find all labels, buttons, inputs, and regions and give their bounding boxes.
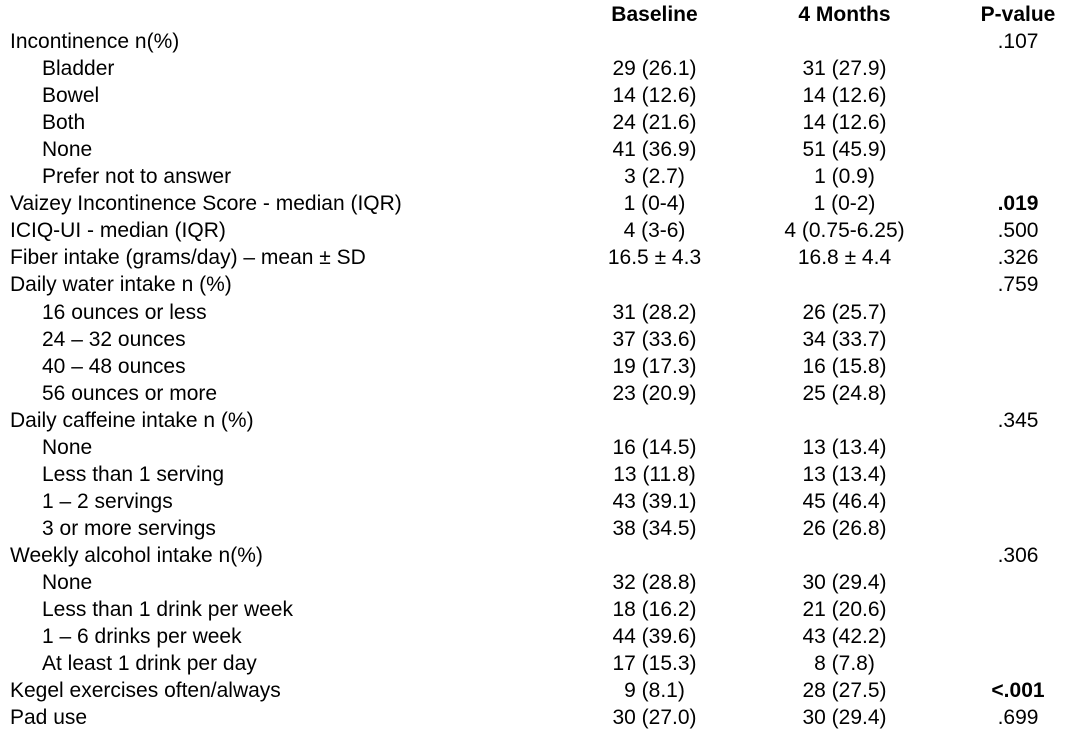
- baseline-value: 24 (21.6): [612, 111, 697, 135]
- table-row: [0, 326, 1080, 353]
- p-value: .699: [997, 706, 1039, 730]
- p-value: .019: [997, 192, 1039, 216]
- row-label: Bladder: [42, 57, 115, 81]
- table-row: [0, 677, 1080, 704]
- table-row: [0, 109, 1080, 136]
- row-label: Fiber intake (grams/day) – mean ± SD: [10, 246, 366, 270]
- row-label: 16 ounces or less: [42, 300, 207, 324]
- baseline-value: 17 (15.3): [612, 652, 697, 676]
- table-row: [0, 434, 1080, 461]
- baseline-value: 32 (28.8): [612, 571, 697, 594]
- month4-value: 1 (0.9): [814, 165, 875, 189]
- row-label: Daily caffeine intake n (%): [10, 408, 254, 432]
- month4-value: 13 (13.4): [802, 462, 887, 486]
- row-label: ICIQ-UI - median (IQR): [10, 219, 226, 243]
- baseline-value: 41 (36.9): [612, 138, 697, 162]
- p-value: .306: [997, 543, 1039, 567]
- row-label: Prefer not to answer: [42, 165, 232, 189]
- table-row: [0, 596, 1080, 623]
- month4-value: 26 (25.7): [802, 300, 887, 324]
- row-label: 1 – 2 servings: [42, 489, 173, 513]
- month4-value: 4 (0.75-6.25): [784, 219, 905, 243]
- header-p-value: P-value: [980, 3, 1056, 26]
- row-label: Weekly alcohol intake n(%): [10, 543, 263, 567]
- row-label: 56 ounces or more: [42, 381, 218, 405]
- month4-value: 28 (27.5): [802, 679, 887, 703]
- table-row: [0, 244, 1080, 271]
- month4-value: 51 (45.9): [802, 138, 887, 162]
- table-row: [0, 271, 1080, 298]
- row-label: 24 – 32 ounces: [42, 327, 186, 351]
- baseline-value: 4 (3-6): [623, 219, 686, 243]
- header-4-months: 4 Months: [798, 3, 891, 26]
- month4-value: 45 (46.4): [802, 489, 887, 513]
- table-row: [0, 488, 1080, 515]
- table-row: [0, 217, 1080, 244]
- row-label: Daily water intake n (%): [10, 273, 232, 297]
- table-row: [0, 650, 1080, 677]
- p-value: .759: [997, 273, 1039, 297]
- baseline-value: 23 (20.9): [612, 381, 697, 405]
- row-label: Incontinence n(%): [10, 30, 180, 53]
- month4-value: 13 (13.4): [802, 435, 887, 459]
- header-row: [0, 1, 1080, 28]
- baseline-value: 29 (26.1): [612, 57, 697, 81]
- table-row: [0, 28, 1080, 55]
- p-value: .345: [997, 408, 1039, 432]
- baseline-value: 18 (16.2): [612, 598, 697, 622]
- month4-value: 1 (0-2): [813, 192, 876, 216]
- month4-value: 25 (24.8): [802, 381, 887, 405]
- baseline-value: 16.5 ± 4.3: [607, 246, 702, 270]
- baseline-value: 37 (33.6): [612, 327, 697, 351]
- baseline-value: 30 (27.0): [612, 706, 697, 730]
- p-value: <.001: [991, 679, 1045, 703]
- table-row: [0, 704, 1080, 731]
- row-label: None: [42, 138, 93, 162]
- row-label: Less than 1 drink per week: [42, 598, 293, 622]
- baseline-value: 19 (17.3): [612, 354, 697, 378]
- baseline-value: 16 (14.5): [612, 435, 697, 459]
- p-value: .500: [997, 219, 1039, 243]
- p-value: .326: [997, 246, 1039, 270]
- table-row: [0, 163, 1080, 190]
- month4-value: 16 (15.8): [802, 354, 887, 378]
- header-baseline: Baseline: [611, 3, 698, 26]
- baseline-value: 13 (11.8): [613, 462, 696, 486]
- table-row: [0, 569, 1080, 596]
- baseline-value: 38 (34.5): [612, 516, 697, 540]
- month4-value: 30 (29.4): [802, 706, 887, 730]
- table-row: [0, 461, 1080, 488]
- row-label: Bowel: [42, 84, 100, 108]
- month4-value: 21 (20.6): [802, 598, 887, 622]
- row-label: 40 – 48 ounces: [42, 354, 186, 378]
- row-label: Less than 1 serving: [42, 462, 225, 486]
- p-value: .107: [997, 30, 1039, 53]
- row-label: Kegel exercises often/always: [10, 679, 281, 703]
- row-label: Both: [42, 111, 86, 135]
- row-label: None: [42, 571, 93, 594]
- table-row: [0, 82, 1080, 109]
- table-row: [0, 353, 1080, 380]
- month4-value: 16.8 ± 4.4: [797, 246, 892, 270]
- table-row: [0, 542, 1080, 569]
- table-row: [0, 407, 1080, 434]
- table-row: [0, 190, 1080, 217]
- baseline-value: 9 (8.1): [624, 679, 685, 703]
- table-row: [0, 515, 1080, 542]
- row-label: Vaizey Incontinence Score - median (IQR): [10, 192, 402, 216]
- table-row: [0, 623, 1080, 650]
- baseline-value: 44 (39.6): [612, 625, 697, 649]
- month4-value: 34 (33.7): [802, 327, 887, 351]
- row-label: None: [42, 435, 93, 459]
- baseline-value: 31 (28.2): [612, 300, 697, 324]
- baseline-value: 43 (39.1): [612, 489, 697, 513]
- row-label: At least 1 drink per day: [42, 652, 257, 676]
- table-row: [0, 55, 1080, 82]
- row-label: 1 – 6 drinks per week: [42, 625, 242, 649]
- table-row: [0, 136, 1080, 163]
- month4-value: 26 (26.8): [802, 516, 887, 540]
- row-label: 3 or more servings: [42, 516, 216, 540]
- month4-value: 14 (12.6): [802, 111, 887, 135]
- table-row: [0, 380, 1080, 407]
- row-label: Pad use: [10, 706, 88, 730]
- month4-value: 43 (42.2): [802, 625, 887, 649]
- month4-value: 14 (12.6): [802, 84, 887, 108]
- table-row: [0, 299, 1080, 326]
- baseline-value: 14 (12.6): [612, 84, 697, 108]
- baseline-value: 1 (0-4): [623, 192, 686, 216]
- month4-value: 30 (29.4): [802, 571, 887, 594]
- month4-value: 31 (27.9): [802, 57, 887, 81]
- baseline-value: 3 (2.7): [624, 165, 685, 189]
- month4-value: 8 (7.8): [814, 652, 875, 676]
